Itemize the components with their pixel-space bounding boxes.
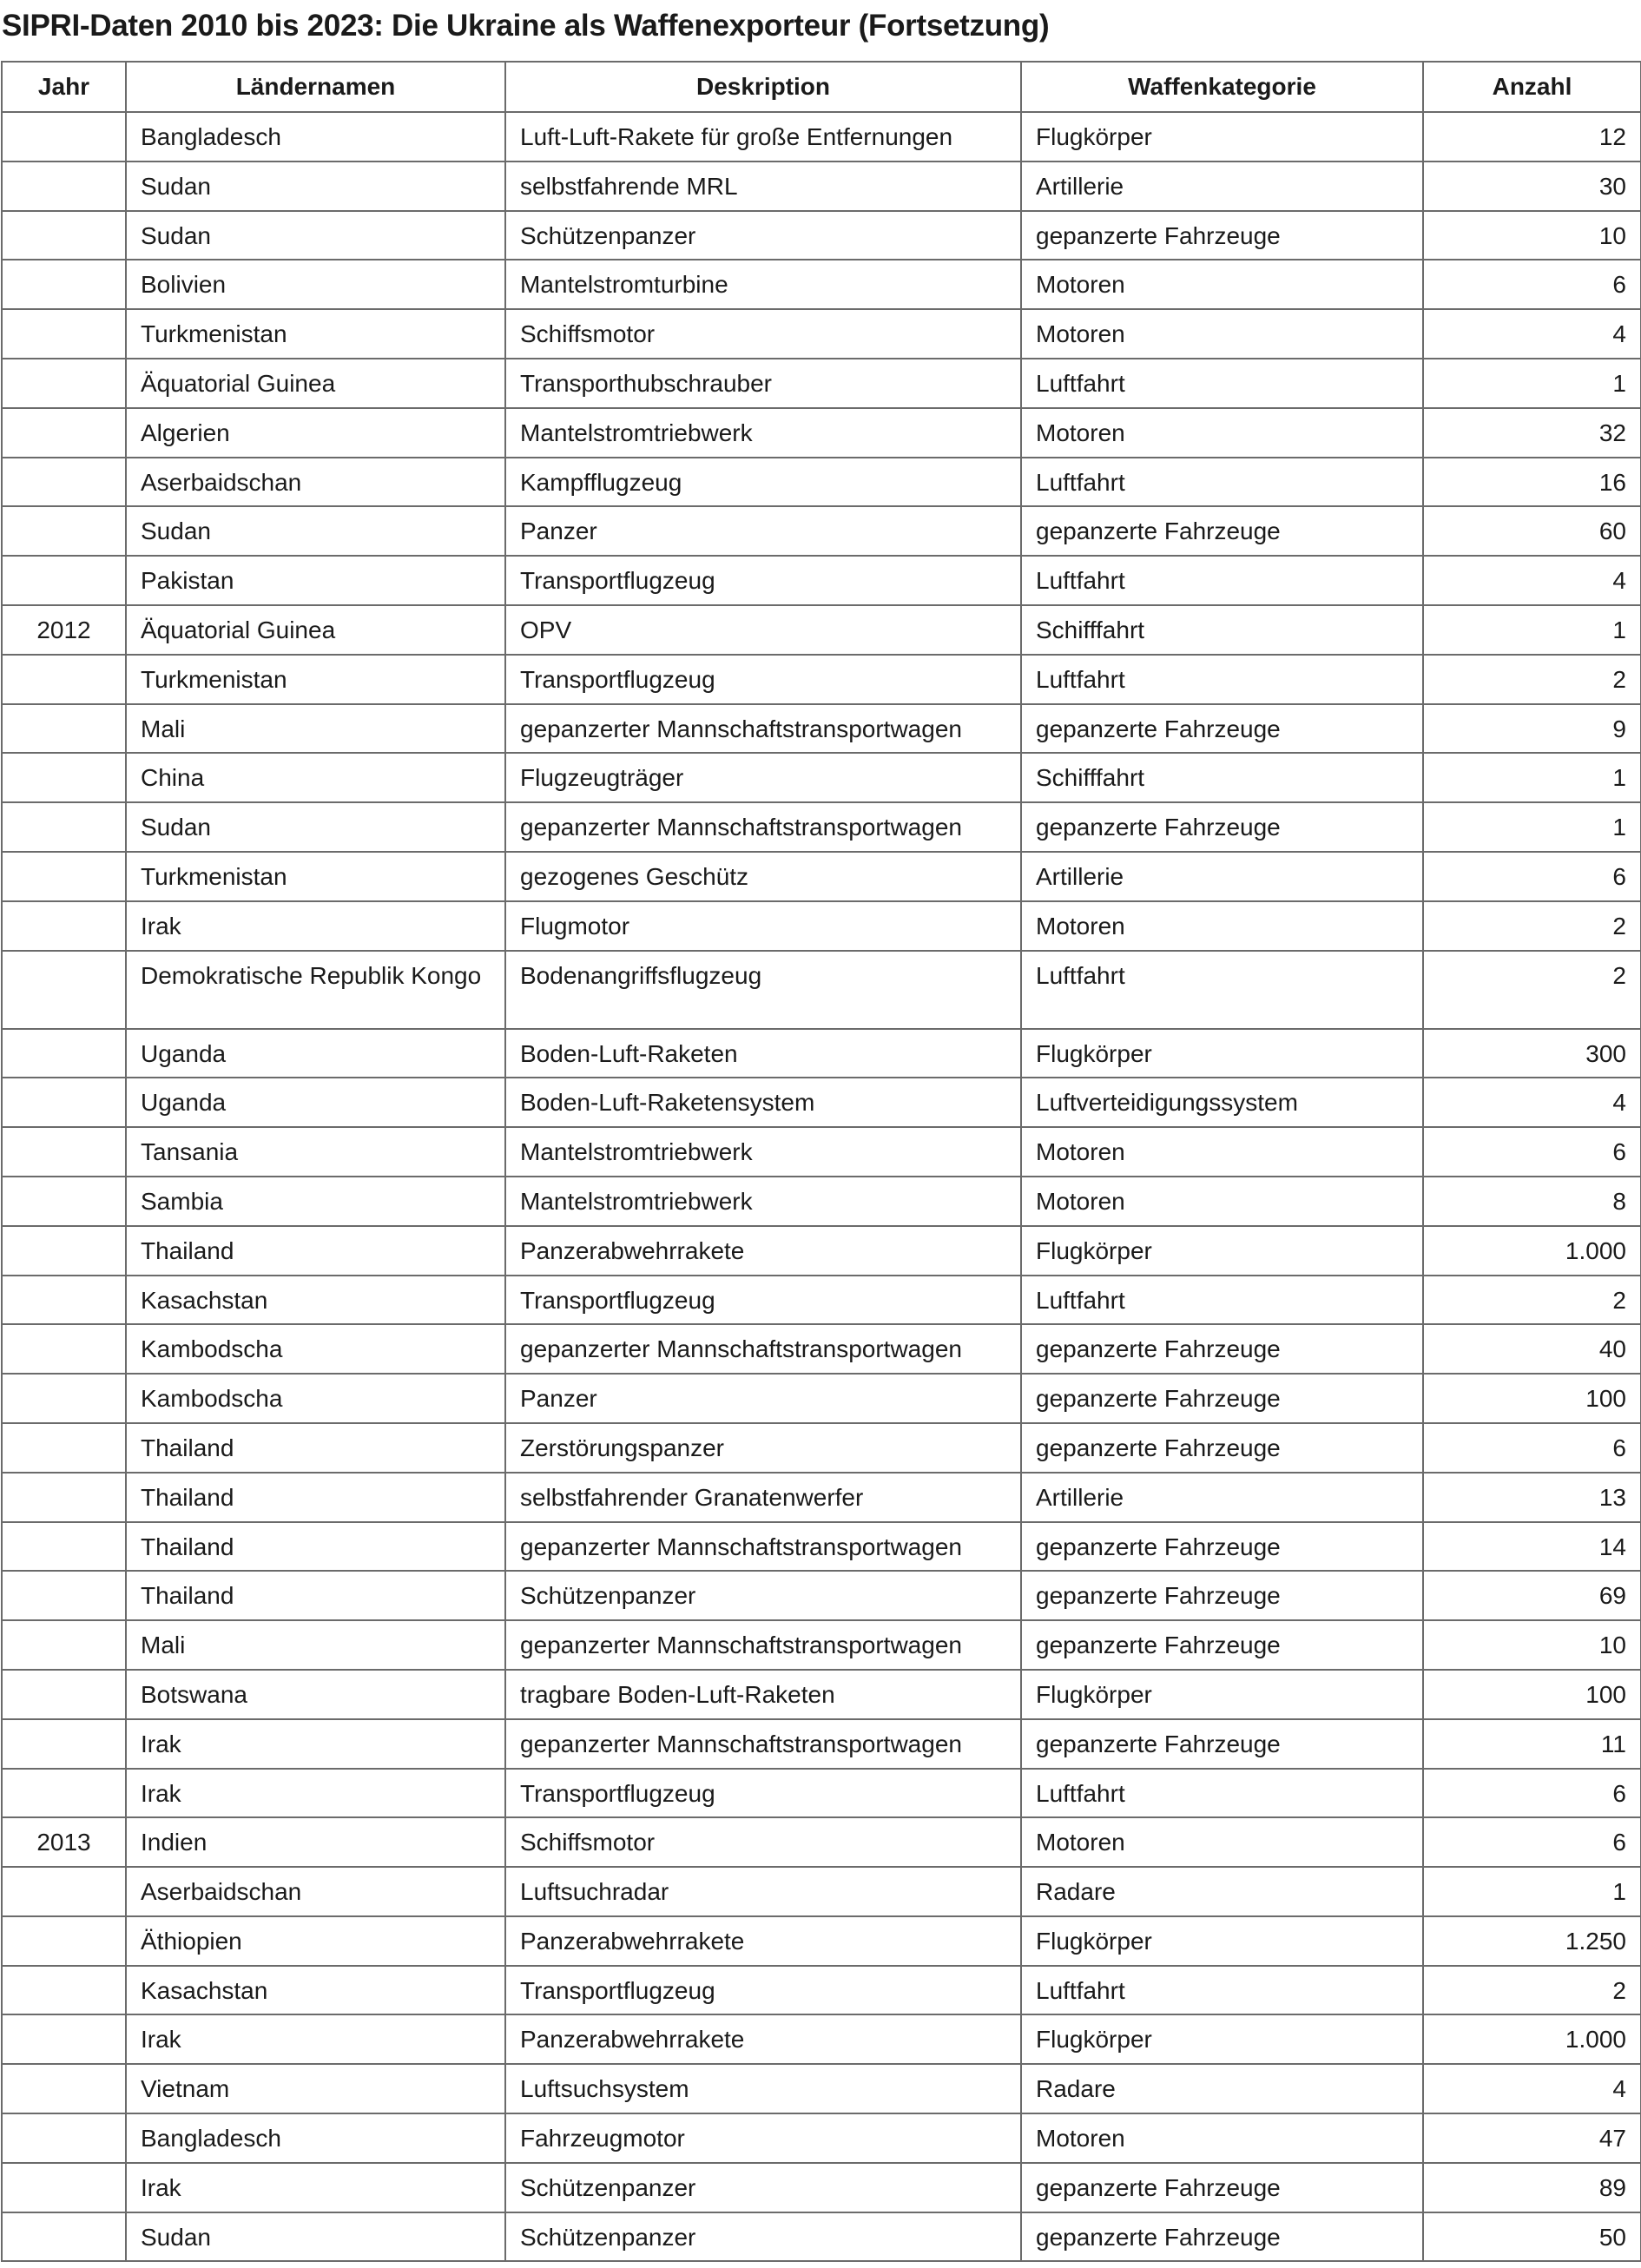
table-row bbox=[2, 605, 1641, 655]
cell-deskription: Transportflugzeug bbox=[505, 1966, 1021, 2015]
cell-kategorie: Luftfahrt bbox=[1021, 655, 1423, 704]
cell-deskription: Mantelstromturbine bbox=[505, 260, 1021, 309]
cell-kategorie: gepanzerte Fahrzeuge bbox=[1021, 802, 1423, 852]
table-row bbox=[2, 704, 1641, 754]
cell-deskription: Boden-Luft-Raketen bbox=[505, 1029, 1021, 1078]
cell-land: China bbox=[126, 753, 505, 802]
cell-jahr bbox=[2, 1029, 126, 1078]
cell-anzahl: 100 bbox=[1423, 1670, 1641, 1719]
cell-deskription: gepanzerter Mannschaftstransportwagen bbox=[505, 704, 1021, 754]
cell-jahr bbox=[2, 1473, 126, 1522]
cell-jahr bbox=[2, 1127, 126, 1177]
table-row bbox=[2, 408, 1641, 458]
column-header-waffenkategorie: Waffenkategorie bbox=[1021, 62, 1423, 112]
cell-deskription: gepanzerter Mannschaftstransportwagen bbox=[505, 1719, 1021, 1769]
cell-kategorie: Artillerie bbox=[1021, 852, 1423, 901]
cell-kategorie: Artillerie bbox=[1021, 1473, 1423, 1522]
cell-anzahl: 4 bbox=[1423, 556, 1641, 605]
cell-deskription: Mantelstromtriebwerk bbox=[505, 1127, 1021, 1177]
cell-kategorie: Flugkörper bbox=[1021, 2014, 1423, 2064]
cell-deskription: OPV bbox=[505, 605, 1021, 655]
cell-jahr bbox=[2, 1719, 126, 1769]
cell-anzahl: 1 bbox=[1423, 802, 1641, 852]
table-row bbox=[2, 211, 1641, 260]
column-header-jahr: Jahr bbox=[2, 62, 126, 112]
cell-kategorie: Radare bbox=[1021, 2064, 1423, 2113]
cell-kategorie: Schifffahrt bbox=[1021, 605, 1423, 655]
cell-land: Kambodscha bbox=[126, 1374, 505, 1423]
table-row bbox=[2, 753, 1641, 802]
cell-deskription: Transporthubschrauber bbox=[505, 359, 1021, 408]
cell-jahr bbox=[2, 1916, 126, 1966]
table-row bbox=[2, 2163, 1641, 2212]
table-row bbox=[2, 1078, 1641, 1127]
table-row bbox=[2, 162, 1641, 211]
cell-deskription: Schiffsmotor bbox=[505, 309, 1021, 359]
cell-land: Kambodscha bbox=[126, 1324, 505, 1374]
cell-anzahl: 1 bbox=[1423, 1867, 1641, 1916]
cell-kategorie: Artillerie bbox=[1021, 162, 1423, 211]
cell-land: Sudan bbox=[126, 802, 505, 852]
cell-kategorie: gepanzerte Fahrzeuge bbox=[1021, 704, 1423, 754]
column-header-deskription: Deskription bbox=[505, 62, 1021, 112]
cell-deskription: Schützenpanzer bbox=[505, 211, 1021, 260]
cell-land: Botswana bbox=[126, 1670, 505, 1719]
cell-anzahl: 1.250 bbox=[1423, 1916, 1641, 1966]
table-row bbox=[2, 1769, 1641, 1818]
table-row bbox=[2, 309, 1641, 359]
cell-anzahl: 60 bbox=[1423, 506, 1641, 556]
table-row bbox=[2, 359, 1641, 408]
cell-anzahl: 6 bbox=[1423, 1817, 1641, 1867]
cell-land: Irak bbox=[126, 2014, 505, 2064]
cell-land: Kasachstan bbox=[126, 1276, 505, 1325]
cell-anzahl: 9 bbox=[1423, 704, 1641, 754]
cell-deskription: Schützenpanzer bbox=[505, 2163, 1021, 2212]
cell-anzahl: 69 bbox=[1423, 1571, 1641, 1620]
cell-anzahl: 1.000 bbox=[1423, 2014, 1641, 2064]
table-row bbox=[2, 1670, 1641, 1719]
cell-land: Turkmenistan bbox=[126, 852, 505, 901]
cell-kategorie: Motoren bbox=[1021, 1817, 1423, 1867]
table-body bbox=[2, 112, 1641, 2261]
cell-jahr bbox=[2, 211, 126, 260]
cell-land: Äquatorial Guinea bbox=[126, 605, 505, 655]
cell-jahr bbox=[2, 1769, 126, 1818]
cell-land: Sudan bbox=[126, 2212, 505, 2262]
table-row bbox=[2, 2014, 1641, 2064]
cell-land: Bangladesch bbox=[126, 2113, 505, 2163]
table-row bbox=[2, 1620, 1641, 1670]
cell-kategorie: gepanzerte Fahrzeuge bbox=[1021, 211, 1423, 260]
cell-jahr bbox=[2, 1571, 126, 1620]
cell-jahr bbox=[2, 1078, 126, 1127]
cell-jahr bbox=[2, 260, 126, 309]
cell-land: Aserbaidschan bbox=[126, 1867, 505, 1916]
cell-deskription: Transportflugzeug bbox=[505, 556, 1021, 605]
cell-kategorie: Flugkörper bbox=[1021, 1029, 1423, 1078]
table-row bbox=[2, 1127, 1641, 1177]
cell-deskription: Schützenpanzer bbox=[505, 2212, 1021, 2262]
cell-deskription: tragbare Boden-Luft-Raketen bbox=[505, 1670, 1021, 1719]
cell-anzahl: 10 bbox=[1423, 211, 1641, 260]
cell-land: Turkmenistan bbox=[126, 309, 505, 359]
table-row bbox=[2, 260, 1641, 309]
cell-kategorie: gepanzerte Fahrzeuge bbox=[1021, 2163, 1423, 2212]
cell-anzahl: 4 bbox=[1423, 1078, 1641, 1127]
column-header-laendernamen: Ländernamen bbox=[126, 62, 505, 112]
cell-deskription: gepanzerter Mannschaftstransportwagen bbox=[505, 802, 1021, 852]
cell-kategorie: gepanzerte Fahrzeuge bbox=[1021, 1374, 1423, 1423]
cell-kategorie: Flugkörper bbox=[1021, 1226, 1423, 1276]
cell-kategorie: Luftfahrt bbox=[1021, 1276, 1423, 1325]
cell-deskription: gezogenes Geschütz bbox=[505, 852, 1021, 901]
cell-anzahl: 6 bbox=[1423, 1423, 1641, 1473]
cell-anzahl: 1 bbox=[1423, 753, 1641, 802]
cell-deskription: Panzerabwehrrakete bbox=[505, 1916, 1021, 1966]
cell-kategorie: Motoren bbox=[1021, 901, 1423, 951]
cell-anzahl: 100 bbox=[1423, 1374, 1641, 1423]
cell-deskription: Schiffsmotor bbox=[505, 1817, 1021, 1867]
table-row bbox=[2, 1916, 1641, 1966]
cell-kategorie: Luftfahrt bbox=[1021, 359, 1423, 408]
table-row bbox=[2, 1817, 1641, 1867]
cell-jahr bbox=[2, 2014, 126, 2064]
cell-land: Mali bbox=[126, 1620, 505, 1670]
cell-land: Tansania bbox=[126, 1127, 505, 1177]
cell-jahr bbox=[2, 802, 126, 852]
page-title: SIPRI-Daten 2010 bis 2023: Die Ukraine als Waffenexporteur (Fortsetzung) bbox=[2, 9, 1050, 43]
cell-kategorie: Luftfahrt bbox=[1021, 556, 1423, 605]
cell-anzahl: 13 bbox=[1423, 1473, 1641, 1522]
cell-jahr bbox=[2, 556, 126, 605]
cell-kategorie: Flugkörper bbox=[1021, 1670, 1423, 1719]
cell-kategorie: gepanzerte Fahrzeuge bbox=[1021, 1571, 1423, 1620]
table-row bbox=[2, 556, 1641, 605]
cell-anzahl: 10 bbox=[1423, 1620, 1641, 1670]
table-row bbox=[2, 2212, 1641, 2262]
cell-deskription: Mantelstromtriebwerk bbox=[505, 1177, 1021, 1226]
cell-land: Kasachstan bbox=[126, 1966, 505, 2015]
cell-kategorie: gepanzerte Fahrzeuge bbox=[1021, 1719, 1423, 1769]
cell-anzahl: 16 bbox=[1423, 458, 1641, 507]
cell-deskription: Transportflugzeug bbox=[505, 655, 1021, 704]
cell-jahr bbox=[2, 2212, 126, 2262]
table-row bbox=[2, 1324, 1641, 1374]
cell-anzahl: 2 bbox=[1423, 1276, 1641, 1325]
cell-deskription: gepanzerter Mannschaftstransportwagen bbox=[505, 1522, 1021, 1572]
cell-deskription: Kampfflugzeug bbox=[505, 458, 1021, 507]
cell-jahr bbox=[2, 1620, 126, 1670]
cell-anzahl: 4 bbox=[1423, 2064, 1641, 2113]
cell-deskription: Flugmotor bbox=[505, 901, 1021, 951]
cell-anzahl: 6 bbox=[1423, 852, 1641, 901]
cell-deskription: selbstfahrende MRL bbox=[505, 162, 1021, 211]
cell-jahr bbox=[2, 1226, 126, 1276]
cell-deskription: Zerstörungspanzer bbox=[505, 1423, 1021, 1473]
cell-jahr bbox=[2, 359, 126, 408]
cell-jahr bbox=[2, 753, 126, 802]
cell-land: Irak bbox=[126, 1769, 505, 1818]
cell-jahr bbox=[2, 1276, 126, 1325]
cell-kategorie: gepanzerte Fahrzeuge bbox=[1021, 1620, 1423, 1670]
cell-deskription: Luftsuchsystem bbox=[505, 2064, 1021, 2113]
cell-jahr bbox=[2, 1423, 126, 1473]
cell-deskription: Bodenangriffsflugzeug bbox=[505, 951, 1021, 1029]
cell-anzahl: 32 bbox=[1423, 408, 1641, 458]
cell-anzahl: 6 bbox=[1423, 1127, 1641, 1177]
cell-deskription: Schützenpanzer bbox=[505, 1571, 1021, 1620]
cell-anzahl: 89 bbox=[1423, 2163, 1641, 2212]
cell-land: Uganda bbox=[126, 1029, 505, 1078]
cell-kategorie: gepanzerte Fahrzeuge bbox=[1021, 1324, 1423, 1374]
cell-deskription: gepanzerter Mannschaftstransportwagen bbox=[505, 1620, 1021, 1670]
table-row bbox=[2, 1966, 1641, 2015]
cell-anzahl: 50 bbox=[1423, 2212, 1641, 2262]
cell-jahr bbox=[2, 1324, 126, 1374]
cell-land: Irak bbox=[126, 901, 505, 951]
cell-kategorie: Motoren bbox=[1021, 408, 1423, 458]
cell-anzahl: 300 bbox=[1423, 1029, 1641, 1078]
cell-kategorie: gepanzerte Fahrzeuge bbox=[1021, 1522, 1423, 1572]
cell-jahr bbox=[2, 655, 126, 704]
cell-anzahl: 11 bbox=[1423, 1719, 1641, 1769]
cell-land: Thailand bbox=[126, 1522, 505, 1572]
cell-land: Indien bbox=[126, 1817, 505, 1867]
table-row bbox=[2, 1177, 1641, 1226]
table-row bbox=[2, 1867, 1641, 1916]
table-row bbox=[2, 951, 1641, 1029]
cell-deskription: Mantelstromtriebwerk bbox=[505, 408, 1021, 458]
cell-kategorie: Luftfahrt bbox=[1021, 1966, 1423, 2015]
cell-jahr bbox=[2, 704, 126, 754]
table-row bbox=[2, 112, 1641, 162]
table-row bbox=[2, 506, 1641, 556]
table-row bbox=[2, 655, 1641, 704]
cell-deskription: gepanzerter Mannschaftstransportwagen bbox=[505, 1324, 1021, 1374]
cell-land: Uganda bbox=[126, 1078, 505, 1127]
cell-land: Algerien bbox=[126, 408, 505, 458]
table-row bbox=[2, 458, 1641, 507]
cell-jahr bbox=[2, 2113, 126, 2163]
cell-land: Irak bbox=[126, 1719, 505, 1769]
table-row bbox=[2, 2113, 1641, 2163]
table-row bbox=[2, 1374, 1641, 1423]
cell-kategorie: Motoren bbox=[1021, 2113, 1423, 2163]
cell-jahr: 2012 bbox=[2, 605, 126, 655]
cell-jahr bbox=[2, 951, 126, 1029]
cell-anzahl: 1.000 bbox=[1423, 1226, 1641, 1276]
cell-deskription: Panzerabwehrrakete bbox=[505, 2014, 1021, 2064]
cell-land: Sambia bbox=[126, 1177, 505, 1226]
table-row bbox=[2, 852, 1641, 901]
table-row bbox=[2, 1522, 1641, 1572]
cell-land: Sudan bbox=[126, 506, 505, 556]
cell-jahr bbox=[2, 1522, 126, 1572]
cell-jahr bbox=[2, 1374, 126, 1423]
cell-kategorie: Luftfahrt bbox=[1021, 951, 1423, 1029]
cell-kategorie: Motoren bbox=[1021, 1127, 1423, 1177]
cell-deskription: Luft-Luft-Rakete für große Entfernungen bbox=[505, 112, 1021, 162]
cell-anzahl: 2 bbox=[1423, 655, 1641, 704]
cell-anzahl: 6 bbox=[1423, 260, 1641, 309]
arms-export-table bbox=[1, 61, 1641, 2262]
column-header-anzahl: Anzahl bbox=[1423, 62, 1641, 112]
cell-anzahl: 6 bbox=[1423, 1769, 1641, 1818]
cell-kategorie: Luftfahrt bbox=[1021, 1769, 1423, 1818]
table-row bbox=[2, 1571, 1641, 1620]
cell-deskription: Panzer bbox=[505, 1374, 1021, 1423]
cell-kategorie: Luftfahrt bbox=[1021, 458, 1423, 507]
table-row bbox=[2, 802, 1641, 852]
table-row bbox=[2, 1276, 1641, 1325]
cell-land: Vietnam bbox=[126, 2064, 505, 2113]
cell-jahr bbox=[2, 852, 126, 901]
cell-deskription: Panzer bbox=[505, 506, 1021, 556]
cell-deskription: Luftsuchradar bbox=[505, 1867, 1021, 1916]
cell-jahr bbox=[2, 458, 126, 507]
cell-land: Irak bbox=[126, 2163, 505, 2212]
table-row bbox=[2, 1473, 1641, 1522]
cell-land: Mali bbox=[126, 704, 505, 754]
cell-kategorie: Luftverteidigungssystem bbox=[1021, 1078, 1423, 1127]
cell-kategorie: Radare bbox=[1021, 1867, 1423, 1916]
cell-land: Äquatorial Guinea bbox=[126, 359, 505, 408]
cell-land: Aserbaidschan bbox=[126, 458, 505, 507]
cell-anzahl: 47 bbox=[1423, 2113, 1641, 2163]
cell-anzahl: 2 bbox=[1423, 901, 1641, 951]
cell-land: Pakistan bbox=[126, 556, 505, 605]
cell-anzahl: 1 bbox=[1423, 605, 1641, 655]
cell-land: Sudan bbox=[126, 162, 505, 211]
cell-jahr bbox=[2, 901, 126, 951]
cell-jahr bbox=[2, 1177, 126, 1226]
cell-jahr bbox=[2, 309, 126, 359]
cell-jahr bbox=[2, 112, 126, 162]
cell-land: Thailand bbox=[126, 1473, 505, 1522]
cell-anzahl: 40 bbox=[1423, 1324, 1641, 1374]
table-row bbox=[2, 901, 1641, 951]
cell-deskription: Flugzeugträger bbox=[505, 753, 1021, 802]
cell-deskription: Transportflugzeug bbox=[505, 1769, 1021, 1818]
cell-jahr bbox=[2, 1867, 126, 1916]
table-row bbox=[2, 1423, 1641, 1473]
cell-deskription: Fahrzeugmotor bbox=[505, 2113, 1021, 2163]
cell-jahr bbox=[2, 506, 126, 556]
cell-anzahl: 1 bbox=[1423, 359, 1641, 408]
cell-kategorie: gepanzerte Fahrzeuge bbox=[1021, 1423, 1423, 1473]
cell-land: Bangladesch bbox=[126, 112, 505, 162]
cell-jahr bbox=[2, 1966, 126, 2015]
table-row bbox=[2, 1719, 1641, 1769]
cell-anzahl: 2 bbox=[1423, 1966, 1641, 2015]
cell-deskription: selbstfahrender Granatenwerfer bbox=[505, 1473, 1021, 1522]
cell-land: Thailand bbox=[126, 1571, 505, 1620]
cell-deskription: Transportflugzeug bbox=[505, 1276, 1021, 1325]
cell-anzahl: 30 bbox=[1423, 162, 1641, 211]
cell-kategorie: Motoren bbox=[1021, 309, 1423, 359]
cell-jahr bbox=[2, 408, 126, 458]
table-row bbox=[2, 1029, 1641, 1078]
cell-land: Turkmenistan bbox=[126, 655, 505, 704]
cell-land: Demokratische Republik Kongo bbox=[126, 951, 505, 1029]
cell-anzahl: 14 bbox=[1423, 1522, 1641, 1572]
cell-jahr bbox=[2, 2163, 126, 2212]
cell-jahr: 2013 bbox=[2, 1817, 126, 1867]
table-row bbox=[2, 1226, 1641, 1276]
cell-anzahl: 2 bbox=[1423, 951, 1641, 1029]
cell-kategorie: Motoren bbox=[1021, 1177, 1423, 1226]
cell-kategorie: gepanzerte Fahrzeuge bbox=[1021, 2212, 1423, 2262]
cell-deskription: Boden-Luft-Raketensystem bbox=[505, 1078, 1021, 1127]
cell-land: Äthiopien bbox=[126, 1916, 505, 1966]
cell-anzahl: 4 bbox=[1423, 309, 1641, 359]
cell-kategorie: Flugkörper bbox=[1021, 1916, 1423, 1966]
cell-land: Thailand bbox=[126, 1423, 505, 1473]
cell-anzahl: 12 bbox=[1423, 112, 1641, 162]
table-header-row bbox=[2, 62, 1641, 112]
cell-land: Thailand bbox=[126, 1226, 505, 1276]
cell-jahr bbox=[2, 2064, 126, 2113]
cell-jahr bbox=[2, 162, 126, 211]
cell-land: Sudan bbox=[126, 211, 505, 260]
table-row bbox=[2, 2064, 1641, 2113]
cell-deskription: Panzerabwehrrakete bbox=[505, 1226, 1021, 1276]
cell-land: Bolivien bbox=[126, 260, 505, 309]
cell-anzahl: 8 bbox=[1423, 1177, 1641, 1226]
cell-kategorie: Flugkörper bbox=[1021, 112, 1423, 162]
cell-kategorie: Schifffahrt bbox=[1021, 753, 1423, 802]
cell-kategorie: Motoren bbox=[1021, 260, 1423, 309]
cell-jahr bbox=[2, 1670, 126, 1719]
cell-kategorie: gepanzerte Fahrzeuge bbox=[1021, 506, 1423, 556]
